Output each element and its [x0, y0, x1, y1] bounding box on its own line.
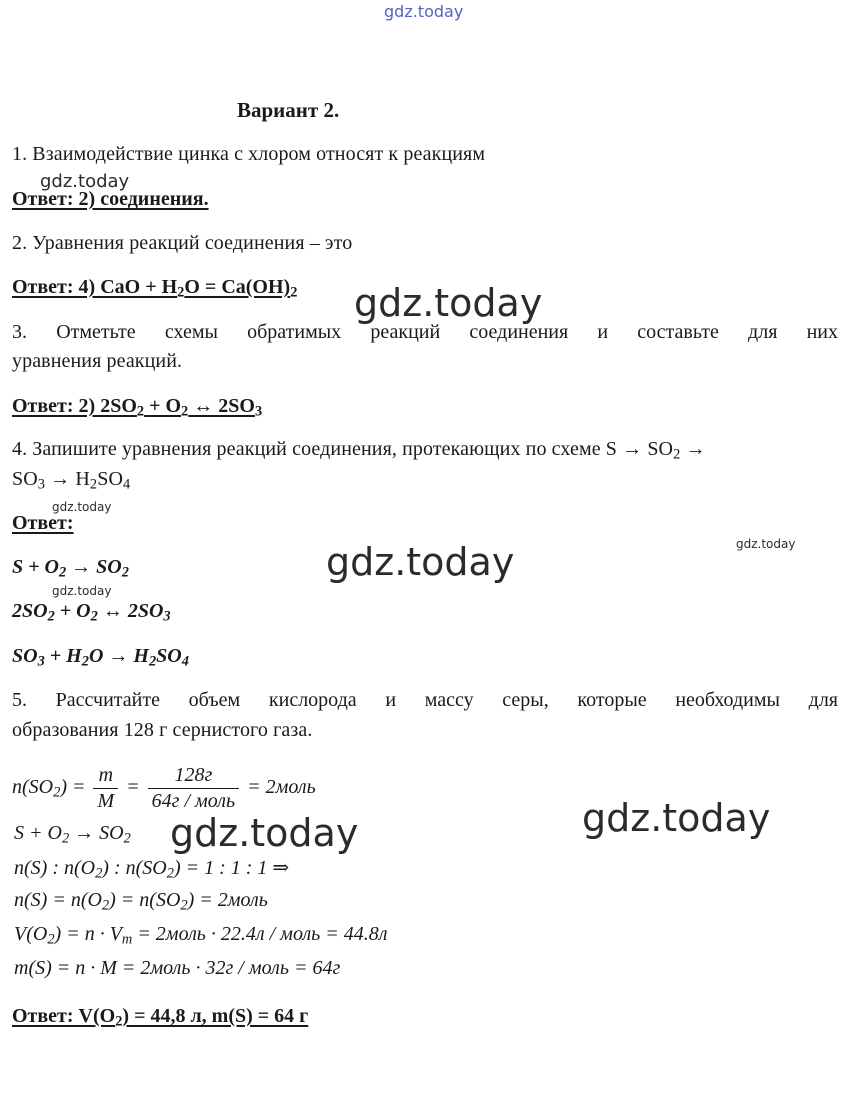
question-4-line-1: 4. Запишите уравнения реакций соединения, протекающих по схеме $S \to SO_2$ → [12, 438, 706, 463]
answer-5: Ответ: $V(O_2) = 44,8$ л, m(S) = 64 г [12, 1005, 309, 1030]
page-title: Вариант 2. [237, 98, 340, 122]
question-4-line-2: $SO_3 \to H_2SO_4$ [12, 468, 131, 493]
answer-1: Ответ: 2) соединения. [12, 188, 209, 210]
calculation-3: n(S) : $n(O_2)$ : $n(SO_2) = 1$ : 1 : 1 ⇒ [14, 857, 290, 882]
calculation-6: m(S) = n · M = 2моль · 32г / моль = 64г [14, 957, 341, 979]
answer-4-label: Ответ: [12, 512, 74, 534]
question-2: 2. Уравнения реакций соединения – это [12, 232, 353, 254]
fraction-mass-over-molar: $\frac{128г}{\text{64г / моль}}$ [148, 764, 239, 813]
calculation-1: $n(SO_2)$ = $\frac{m}{M}$ = $\frac{128г}{\text{64г / моль}}$ = 2моль [12, 764, 316, 812]
fraction-m-over-M: $\frac{m}{M}$ [93, 764, 118, 813]
watermark-large: gdz.today [326, 540, 515, 584]
calculation-5: $V(O_2) = n \cdot V_m$ = 2моль · 22.4л / моль = 44.8л [14, 923, 388, 948]
question-5-line-1: 5. Рассчитайте объем кислорода и массу серы, которые необходимы для [12, 689, 838, 711]
question-5-line-2: образования 128 г сернистого газа. [12, 719, 313, 741]
watermark-small: gdz.today [736, 537, 796, 551]
watermark-large: gdz.today [354, 281, 543, 325]
calculation-4: $n(S) = n(O_2) = n(SO_2)$ = 2моль [14, 889, 268, 914]
question-3-line-2: уравнения реакций. [12, 350, 183, 372]
equation-4-1: $S + O_2 \to SO_2$ [12, 556, 129, 581]
answer-3: Ответ: 2) $2SO_2 + O_2$ ↔ $2SO_3$ [12, 395, 263, 420]
equation-4-3: $SO_3 + H_2O \to H_2SO_4$ [12, 645, 189, 670]
question-1: 1. Взаимодействие цинка с хлором относят к реакциям [12, 143, 486, 165]
watermark-small: gdz.today [52, 500, 112, 514]
watermark-small: gdz.today [40, 171, 130, 192]
equation-4-2: $2SO_2 + O_2$ ↔ $2SO_3$ [12, 600, 171, 625]
watermark-small: gdz.today [52, 584, 112, 598]
answer-2: Ответ: 4) CaO + $H_2O = Ca(OH)_2$ [12, 276, 298, 301]
watermark-large: gdz.today [582, 796, 771, 840]
calculation-2: $S + O_2 \to SO_2$ [14, 822, 131, 847]
question-3-line-1: 3. Отметьте схемы обратимых реакций соединения и составьте для них [12, 321, 838, 343]
watermark-top: gdz.today [384, 2, 464, 21]
watermark-large: gdz.today [170, 811, 359, 855]
